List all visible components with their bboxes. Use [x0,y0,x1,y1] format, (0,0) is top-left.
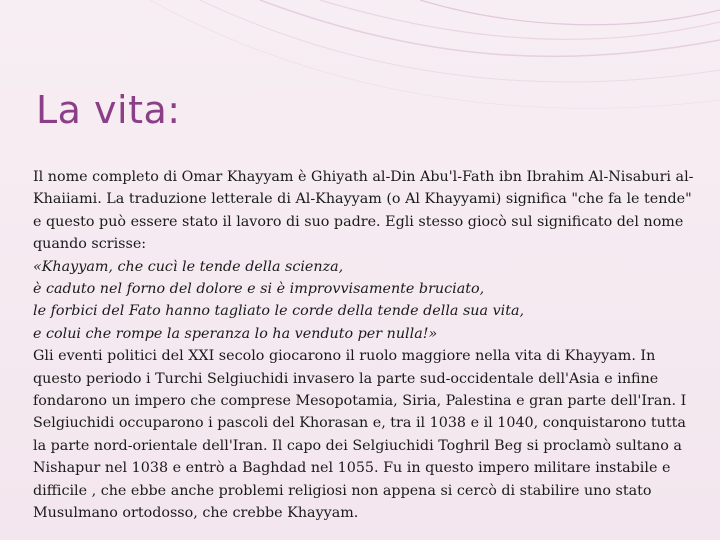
quote-line: le forbici del Fato hanno tagliato le corde della tende della sua vita, [33,303,525,320]
slide-body [33,166,697,525]
page-title: La vita: [36,88,181,132]
quote-line: è caduto nel forno del dolore e si è improvvisamente bruciato, [33,281,485,298]
quote-line: e colui che rompe la speranza lo ha venduto per nulla!» [33,325,438,342]
intro-paragraph: Il nome completo di Omar Khayyam è Ghiyath al-Din Abu'l-Fath ibn Ibrahim Al-Nisaburi al-Khaiiami. La traduzione letterale di Al-Khayyam (o Al Khayyami) significa "che fa le tende" e questo può essere stato il lavoro di suo padre. Egli stesso giocò sul significato del nome quando scrisse: [33,169,694,253]
quote-line: «Khayyam, che cucì le tende della scienza, [33,258,344,275]
history-paragraph: Gli eventi politici del XXI secolo giocarono il ruolo maggiore nella vita di Khayyam. In questo periodo i Turchi Selgiuchidi invasero la parte sud-occidentale dell'Asia e infine fondarono un impero che comprese Mesopotamia, Siria, Palestina e gran parte dell'Iran. I Selgiuchidi occuparono i pascoli del Khorasan e, tra il 1038 e il 1040, conquistarono tutta la parte nord-orientale dell'Iran. Il capo dei Selgiuchidi Toghril Beg si proclamò sultano a Nishapur nel 1038 e entrò a Baghdad nel 1055. Fu in questo impero militare instabile e difficile , che ebbe anche problemi religiosi non appena si cercò di stabilire uno stato Musulmano ortodosso, che crebbe Khayyam. [33,348,687,522]
